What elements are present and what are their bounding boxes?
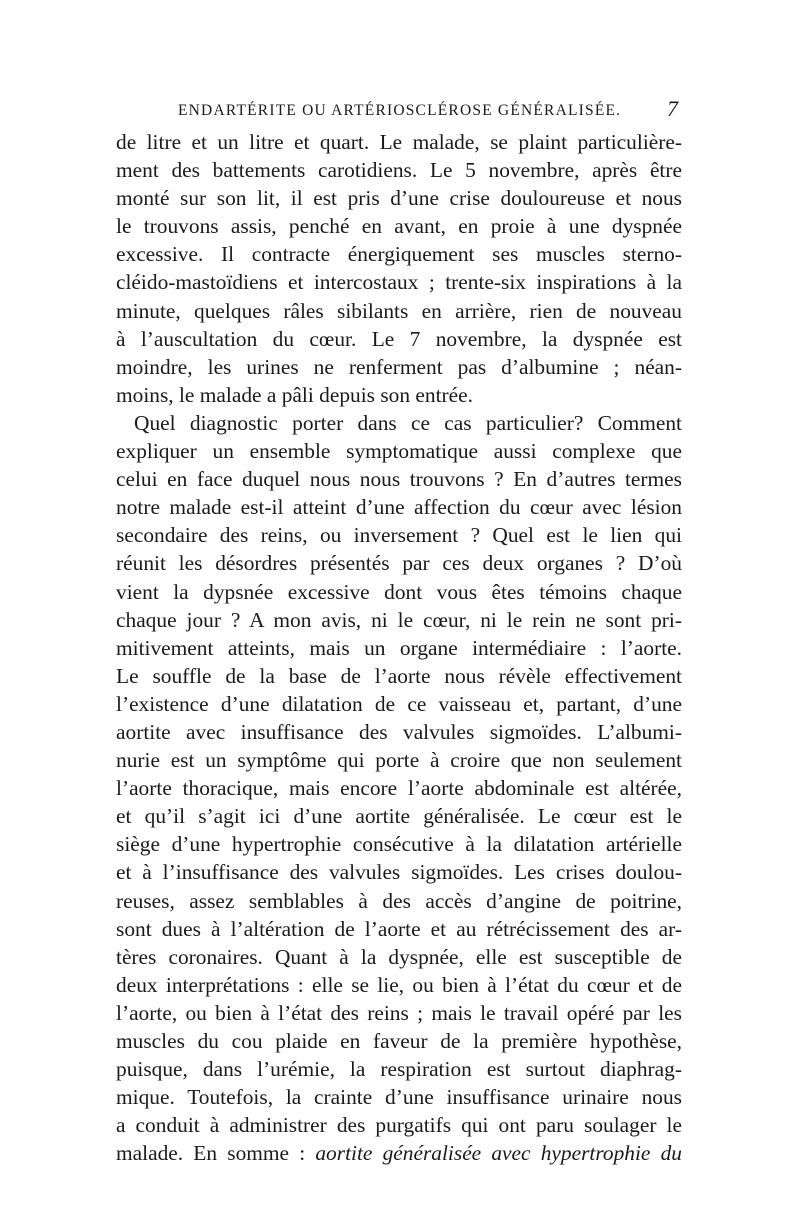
running-head: ENDARTÉRITE OU ARTÉRIOSCLÉROSE GÉNÉRALISÉE. [178, 102, 622, 119]
text-line: excessive. Il contracte énergiquement ses muscles sterno- [116, 242, 682, 267]
text-line: sont dues à l’altération de l’aorte et au rétrécissement des ar- [116, 916, 682, 941]
final-line-start: malade. En somme : [116, 1141, 316, 1166]
page-number: 7 [667, 96, 678, 121]
text-line: l’existence d’une dilatation de ce vaisseau et, partant, d’une [116, 691, 682, 716]
text-line: a conduit à administrer des purgatifs qui ont paru soulager le [116, 1113, 682, 1138]
text-line: moindre, les urines ne renferment pas d’albumine ; néan- [116, 354, 682, 379]
final-line-italic: aortite généralisée avec hypertrophie du [315, 1141, 683, 1166]
text-line: aortite avec insuffisance des valvules sigmoïdes. L’albumi- [116, 719, 682, 744]
text-line: vient la dypsnée excessive dont vous êtes témoins chaque [116, 579, 682, 604]
text-line: ment des battements carotidiens. Le 5 novembre, après être [116, 158, 682, 183]
text-line: monté sur son lit, il est pris d’une crise douloureuse et nous [116, 186, 682, 211]
text-line: siège d’une hypertrophie consécutive à la dilatation artérielle [116, 832, 682, 857]
text-line: chaque jour ? A mon avis, ni le cœur, ni le rein ne sont pri- [116, 607, 682, 632]
body-text [116, 128, 682, 1167]
text-line: deux interprétations : elle se lie, ou bien à l’état du cœur et de [116, 972, 682, 997]
text-line: Le souffle de la base de l’aorte nous révèle effectivement [116, 663, 682, 688]
page-header [116, 96, 682, 126]
text-line: puisque, dans l’urémie, la respiration est surtout diaphrag- [116, 1057, 682, 1082]
text-line: réunit les désordres présentés par ces deux organes ? D’où [116, 551, 682, 576]
text-line: cléido-mastoïdiens et intercostaux ; trente-six inspirations à la [116, 270, 682, 295]
text-line: l’aorte thoracique, mais encore l’aorte abdominale est altérée, [116, 776, 682, 801]
final-text-line [116, 1139, 682, 1167]
text-line: muscles du cou plaide en faveur de la première hypothèse, [116, 1029, 682, 1053]
text-line: celui en face duquel nous nous trouvons ? En d’autres termes [116, 467, 682, 492]
text-line: tères coronaires. Quant à la dyspnée, elle est susceptible de [116, 944, 682, 969]
text-line: de litre et un litre et quart. Le malade, se plaint particulière- [116, 130, 682, 154]
paragraph-end-line: moins, le malade a pâli depuis son entrée. [116, 382, 473, 407]
text-line: à l’auscultation du cœur. Le 7 novembre, la dyspnée est [116, 326, 682, 351]
text-line: secondaire des reins, ou inversement ? Quel est le lien qui [116, 523, 682, 548]
text-line: mique. Toutefois, la crainte d’une insuffisance urinaire nous [116, 1085, 682, 1110]
text-line: l’aorte, ou bien à l’état des reins ; mais le travail opéré par les [116, 1000, 682, 1025]
text-line: reuses, assez semblables à des accès d’angine de poitrine, [116, 888, 682, 913]
text-line: le trouvons assis, penché en avant, en proie à une dyspnée [116, 214, 682, 239]
text-line: et à l’insuffisance des valvules sigmoïdes. Les crises doulou- [116, 860, 682, 885]
text-line: expliquer un ensemble symptomatique aussi complexe que [116, 439, 682, 464]
text-line: et qu’il s’agit ici d’une aortite généralisée. Le cœur est le [116, 804, 682, 829]
text-line: minute, quelques râles sibilants en arrière, rien de nouveau [116, 298, 682, 323]
text-line: notre malade est-il atteint d’une affection du cœur avec lésion [116, 495, 682, 520]
text-line: mitivement atteints, mais un organe intermédiaire : l’aorte. [116, 635, 682, 660]
paragraph-start-line: Quel diagnostic porter dans ce cas particulier? Comment [134, 410, 682, 435]
text-line: nurie est un symptôme qui porte à croire que non seulement [116, 748, 682, 773]
